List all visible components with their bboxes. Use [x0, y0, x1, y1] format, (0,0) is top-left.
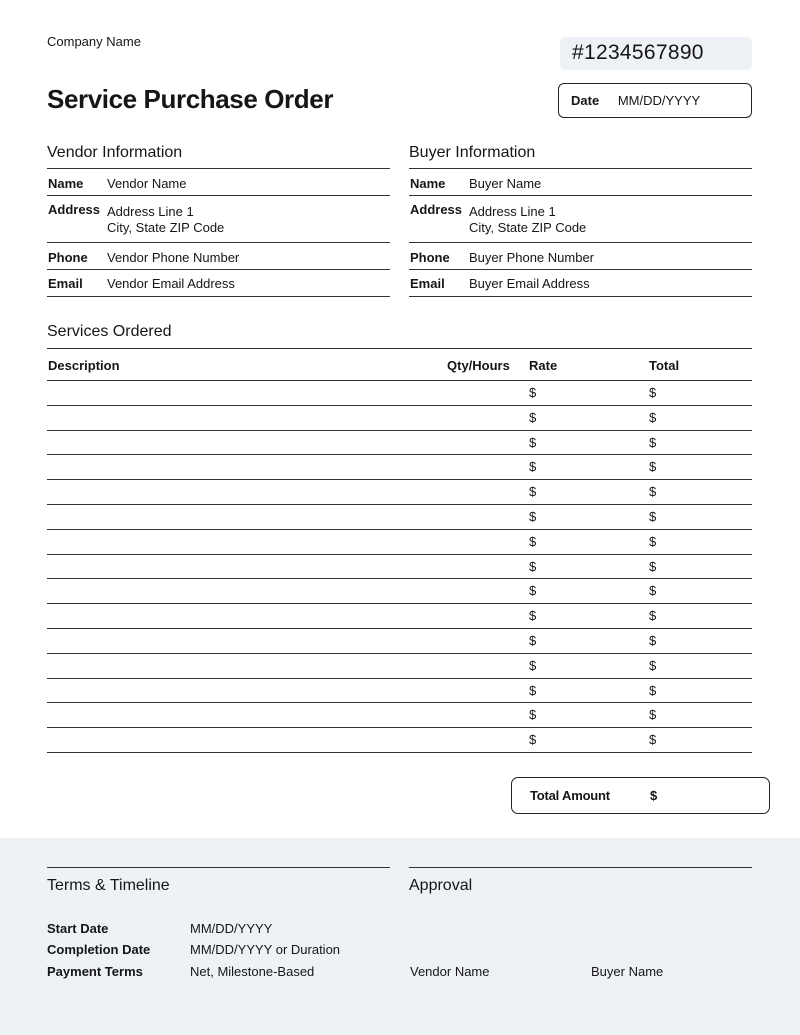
table-row	[47, 728, 752, 753]
total-cell[interactable]: $	[649, 558, 657, 574]
vendor-phone-label: Phone	[48, 250, 88, 265]
rate-cell[interactable]: $	[529, 632, 537, 648]
vendor-signature[interactable]: Vendor Name	[410, 964, 490, 979]
vendor-phone-row	[47, 243, 390, 270]
total-cell[interactable]: $	[649, 484, 657, 500]
rate-cell[interactable]: $	[529, 533, 537, 549]
buyer-name-row	[409, 169, 752, 196]
rate-cell[interactable]: $	[529, 657, 537, 673]
total-cell[interactable]: $	[649, 682, 657, 698]
vendor-address-field[interactable]	[107, 202, 224, 242]
rate-cell[interactable]: $	[529, 583, 537, 599]
buyer-information	[409, 144, 752, 297]
approval-title: Approval	[409, 877, 473, 894]
term-label: Completion Date	[47, 942, 151, 957]
vendor-name-row	[47, 169, 390, 196]
table-row	[47, 654, 752, 679]
total-amount-label: Total Amount	[530, 788, 610, 803]
total-cell[interactable]: $	[649, 508, 657, 524]
table-row	[47, 679, 752, 704]
vendor-email-label: Email	[48, 276, 83, 291]
buyer-address-label: Address	[410, 202, 463, 217]
buyer-email-row	[409, 270, 752, 297]
services-title: Services Ordered	[47, 323, 172, 340]
rate-cell[interactable]: $	[529, 459, 537, 475]
rate-cell[interactable]: $	[529, 682, 537, 698]
rate-cell[interactable]: $	[529, 434, 537, 450]
terms-title: Terms & Timeline	[47, 877, 170, 894]
total-cell[interactable]: $	[649, 583, 657, 599]
date-label: Date	[571, 93, 600, 108]
date-value[interactable]: MM/DD/YYYY	[617, 93, 701, 108]
term-completion-date	[47, 942, 340, 957]
buyer-phone-row	[409, 243, 752, 270]
term-value[interactable]: MM/DD/YYYY	[190, 921, 273, 936]
term-label: Start Date	[47, 921, 109, 936]
table-row	[47, 555, 752, 580]
rate-cell[interactable]: $	[529, 608, 537, 624]
table-row	[47, 406, 752, 431]
page-title: Service Purchase Order	[47, 84, 334, 114]
term-start-date	[47, 921, 272, 936]
rate-cell[interactable]: $	[529, 409, 537, 425]
table-row	[47, 629, 752, 654]
buyer-section-title: Buyer Information	[409, 144, 752, 169]
table-row	[47, 505, 752, 530]
buyer-phone-field[interactable]: Buyer Phone Number	[469, 250, 595, 265]
vendor-address-row	[47, 196, 390, 243]
vendor-email-row	[47, 270, 390, 297]
total-cell[interactable]: $	[649, 732, 657, 748]
column-header-total: Total	[649, 358, 680, 373]
column-header-description: Description	[48, 358, 120, 373]
total-cell[interactable]: $	[649, 533, 657, 549]
total-cell[interactable]: $	[649, 409, 657, 425]
buyer-address-line1[interactable]: Address Line 1	[469, 204, 556, 219]
vendor-phone-field[interactable]: Vendor Phone Number	[107, 250, 240, 265]
buyer-address-field[interactable]	[469, 202, 586, 242]
rate-cell[interactable]: $	[529, 732, 537, 748]
rate-cell[interactable]: $	[529, 707, 537, 723]
buyer-address-row	[409, 196, 752, 243]
total-cell[interactable]: $	[649, 459, 657, 475]
table-row	[47, 455, 752, 480]
services-header-row	[47, 349, 752, 381]
vendor-address-label: Address	[48, 202, 101, 217]
approval-divider	[409, 867, 752, 868]
total-cell[interactable]: $	[649, 385, 657, 400]
total-cell[interactable]: $	[649, 608, 657, 624]
buyer-signature[interactable]: Buyer Name	[591, 964, 664, 979]
total-cell[interactable]: $	[649, 632, 657, 648]
term-payment-terms	[47, 964, 314, 979]
vendor-section-title: Vendor Information	[47, 144, 390, 169]
company-name: Company Name	[47, 34, 141, 49]
vendor-email-field[interactable]: Vendor Email Address	[107, 276, 235, 291]
total-amount-box	[511, 777, 770, 814]
buyer-address-line2[interactable]: City, State ZIP Code	[469, 220, 587, 235]
term-value[interactable]: Net, Milestone-Based	[190, 964, 315, 979]
total-cell[interactable]: $	[649, 707, 657, 723]
column-header-rate: Rate	[529, 358, 558, 373]
total-cell[interactable]: $	[649, 657, 657, 673]
services-table	[47, 348, 752, 753]
buyer-name-label: Name	[410, 176, 446, 191]
table-row	[47, 604, 752, 629]
buyer-name-field[interactable]: Buyer Name	[469, 176, 542, 191]
vendor-address-line2[interactable]: City, State ZIP Code	[107, 220, 225, 235]
vendor-name-label: Name	[48, 176, 84, 191]
rate-cell[interactable]: $	[529, 484, 537, 500]
buyer-email-field[interactable]: Buyer Email Address	[469, 276, 590, 291]
total-amount-value[interactable]: $	[650, 788, 658, 803]
vendor-address-line1[interactable]: Address Line 1	[107, 204, 194, 219]
term-value[interactable]: MM/DD/YYYY or Duration	[190, 942, 341, 957]
rate-cell[interactable]: $	[529, 508, 537, 524]
table-row	[47, 431, 752, 456]
service-rows	[47, 381, 752, 753]
date-field[interactable]	[558, 83, 752, 118]
table-row	[47, 703, 752, 728]
buyer-email-label: Email	[410, 276, 445, 291]
table-row	[47, 381, 752, 406]
table-row	[47, 530, 752, 555]
total-cell[interactable]: $	[649, 434, 657, 450]
column-header-qty: Qty/Hours	[447, 358, 510, 373]
vendor-name-field[interactable]: Vendor Name	[107, 176, 187, 191]
rate-cell[interactable]: $	[529, 385, 537, 400]
table-row	[47, 579, 752, 604]
vendor-information	[47, 144, 390, 297]
rate-cell[interactable]: $	[529, 558, 537, 574]
table-row	[47, 480, 752, 505]
po-number[interactable]: #1234567890	[560, 37, 752, 70]
term-label: Payment Terms	[47, 964, 143, 979]
terms-divider	[47, 867, 390, 868]
buyer-phone-label: Phone	[410, 250, 450, 265]
